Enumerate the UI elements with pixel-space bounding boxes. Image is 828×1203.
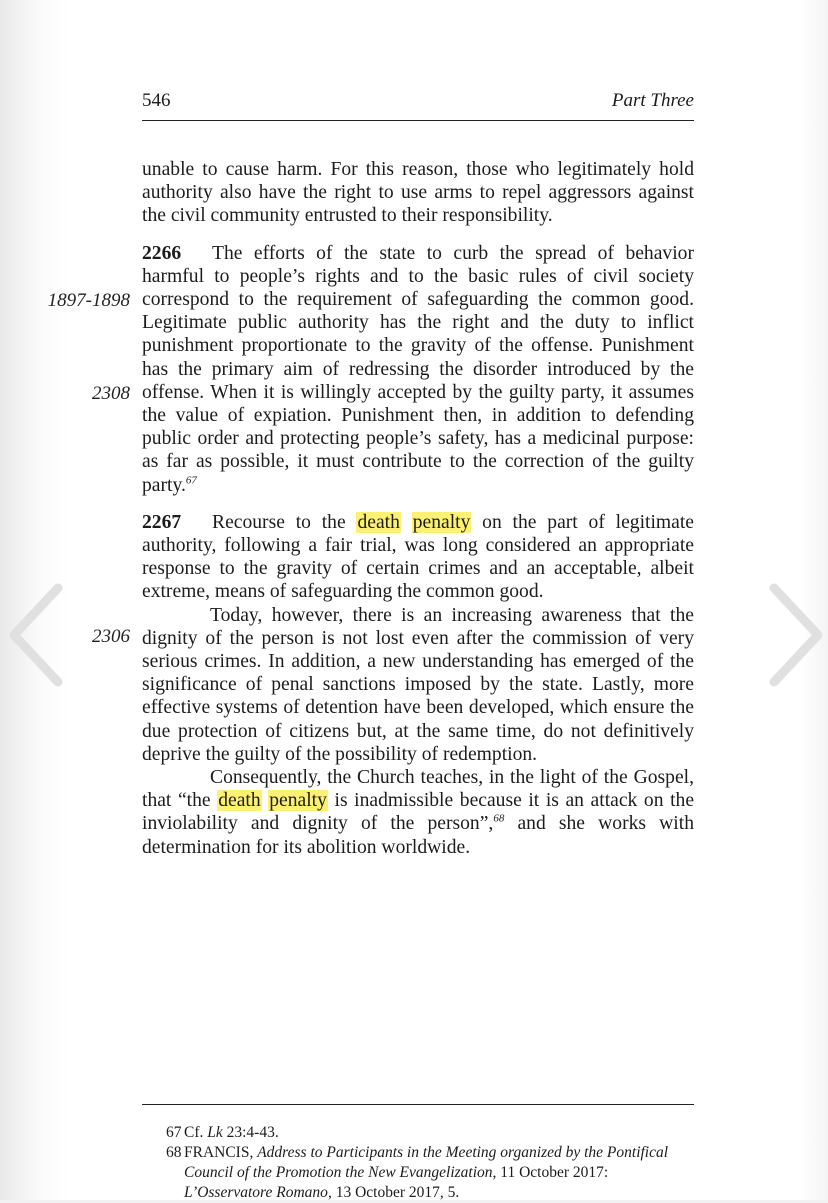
footnote-text: 23:4-43. <box>226 1124 279 1141</box>
footnotes <box>142 1104 694 1203</box>
paragraph-continuation: unable to cause harm. For this reason, those who legitimately hold authority also have the right to use arms to repel aggressors against the civil community entrusted to their responsibility. <box>142 159 694 227</box>
paragraph-number: 2267 <box>142 511 182 533</box>
search-highlight: death <box>357 511 400 533</box>
body-text <box>142 158 694 873</box>
paragraph-2266 <box>142 242 694 497</box>
search-highlight: penalty <box>269 790 327 812</box>
paragraph-text: is inadmissible because it is an attack on the inviolability and dignity of the person”, <box>142 790 695 835</box>
page-number: 546 <box>142 90 171 111</box>
footnote-number: 67 <box>166 1124 182 1141</box>
page-header <box>142 86 694 121</box>
footnote-text: , 13 October 2017, 5. <box>327 1184 460 1201</box>
search-highlight: death <box>218 790 261 812</box>
footnote-ref[interactable]: 67 <box>185 474 197 487</box>
paragraph-2267 <box>142 511 694 604</box>
section-title: Part Three <box>611 90 694 111</box>
footnote-ref[interactable]: 68 <box>493 812 505 825</box>
margin-cross-reference: 2308 <box>92 383 130 404</box>
paragraph-text: Recourse to the <box>212 511 346 533</box>
paragraph-text: The efforts of the state to curb the spread of behavior harmful to people’s rights and to the basic rules of civil society correspond to the requirement of safeguarding the common good. Legitimate public authority has the right and the duty to inflict punishment proportionate to the gravity of the offense. Punishment has the primary aim of redressing the disorder introduced by the offense. When it is willingly accepted by the guilty party, it assumes the value of expiation. Punishment then, in addition to defending public order and protecting people’s safety, has a medicinal purpose: as far as possible, it must contribute to the correction of the guilty party. <box>142 242 694 496</box>
search-highlight: penalty <box>412 511 471 533</box>
previous-page-button[interactable] <box>4 580 68 690</box>
footnote-67 <box>142 1123 694 1143</box>
footnote-text: , 11 October 2017: <box>492 1164 609 1181</box>
paragraph-2267-part2: Today, however, there is an increasing awareness that the dignity of the person is not lost even after the commission of very serious crimes. In addition, a new understanding has emerged of the significance of penal sanctions imposed by the state. Lastly, more effective systems of detention have been developed, which ensure the due protection of citizens but, at the same time, do not definitively deprive the guilty of the possibility of redemption. <box>142 604 694 765</box>
margin-cross-reference: 1897-1898 <box>47 290 130 311</box>
next-page-button[interactable] <box>764 580 828 690</box>
footnote-68 <box>142 1143 694 1203</box>
paragraph-2267-part3 <box>142 766 694 859</box>
chevron-left-icon <box>4 580 68 690</box>
paragraph-text: on the part of legitimate authority, following a fair trial, was long considered an appropriate response to the gravity of certain crimes and an acceptable, albeit extreme, means of safeguarding the common good. <box>142 511 694 603</box>
footnote-text: L’Osservatore Romano <box>184 1184 328 1201</box>
footnote-text: FRANCIS, <box>184 1144 254 1161</box>
paragraph-number: 2266 <box>142 242 182 264</box>
margin-cross-reference: 2306 <box>92 626 130 647</box>
footnote-number: 68 <box>166 1144 182 1161</box>
footnote-text: Address to Participants in the Meeting organized by the Pontifical Council of the Promotion the New Evangelization <box>184 1144 669 1181</box>
paragraph-text: and she works with determination for its abolition worldwide. <box>142 813 694 858</box>
footnote-text: Cf. <box>184 1124 204 1141</box>
chevron-right-icon <box>764 580 828 690</box>
footnote-text: Lk <box>207 1124 223 1141</box>
paragraph-text: Consequently, the Church teaches, in the light of the Gospel, that “the <box>142 767 694 812</box>
